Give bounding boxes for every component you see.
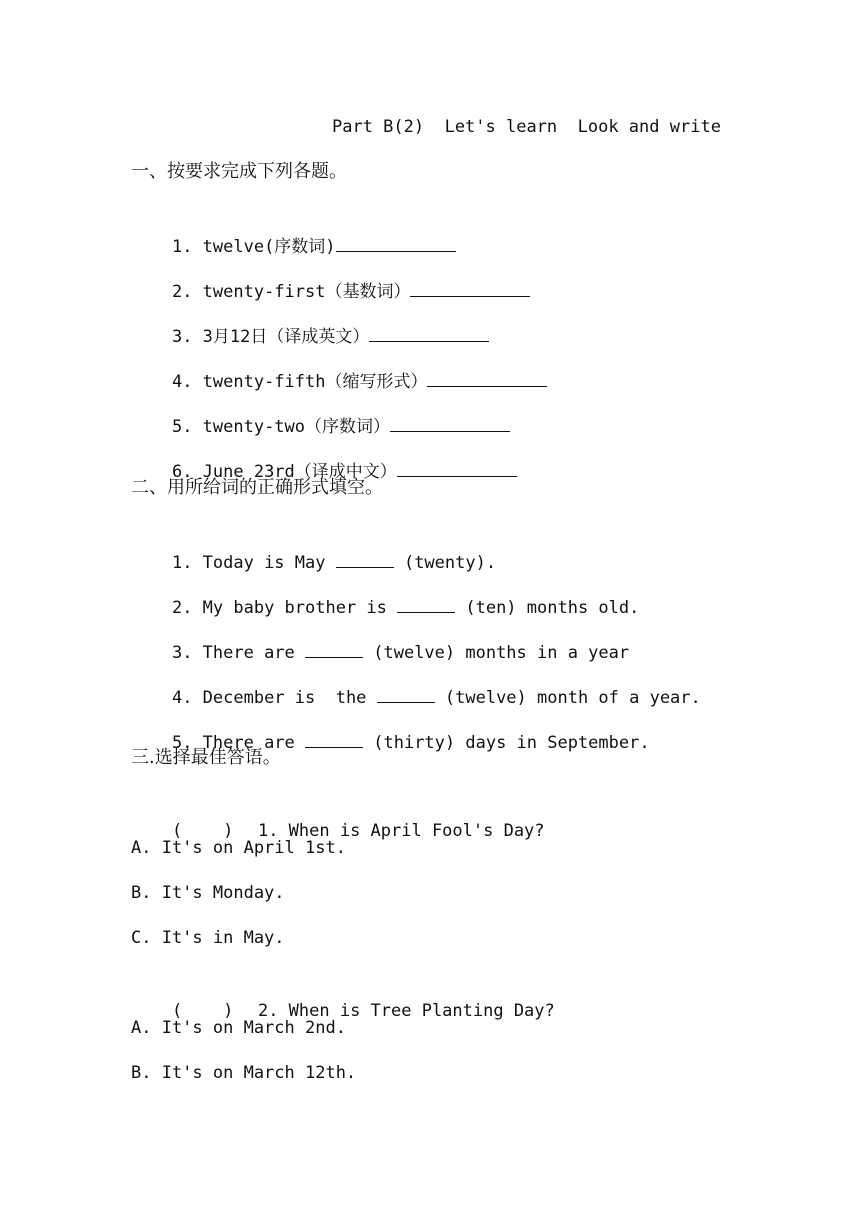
section-1-item-5 <box>131 383 510 437</box>
item-text: 2. twenty-first（基数词） <box>171 282 411 302</box>
item-text-after: (twelve) months in a year <box>363 643 630 663</box>
item-text-before: 1. Today is May <box>171 553 336 573</box>
item-text-before: 4. December is the <box>171 688 377 708</box>
answer-blank[interactable] <box>397 456 517 477</box>
section-1-item-1 <box>131 203 456 257</box>
section-2-item-1 <box>131 519 497 573</box>
q2-option-a: A. It's on March 2nd. <box>131 1018 346 1038</box>
answer-paren[interactable]: ( ) <box>171 1001 234 1021</box>
section-2-item-5 <box>131 699 650 753</box>
question-2 <box>131 969 555 1021</box>
question-text: 2. When is Tree Planting Day? <box>257 1001 555 1021</box>
question-1 <box>131 789 545 841</box>
item-text: 3. 3月12日（译成英文） <box>171 327 370 347</box>
answer-blank[interactable] <box>305 727 363 748</box>
section-1-item-6 <box>131 428 517 482</box>
answer-paren[interactable]: ( ) <box>171 821 234 841</box>
item-text-before: 2. My baby brother is <box>171 598 398 618</box>
q1-option-a: A. It's on April 1st. <box>131 838 346 858</box>
item-text-before: 3. There are <box>171 643 306 663</box>
item-text-after: (twenty). <box>393 553 497 573</box>
section-1-item-2 <box>131 248 530 302</box>
item-text: 4. twenty-fifth（缩写形式） <box>171 372 428 392</box>
q2-option-b: B. It's on March 12th. <box>131 1063 357 1083</box>
section-2-heading: 二、用所给词的正确形式填空。 <box>131 477 383 498</box>
section-2-item-4 <box>131 654 701 708</box>
section-2-item-3 <box>131 609 630 663</box>
item-text: 1. twelve(序数词) <box>171 237 336 257</box>
section-1-heading: 一、按要求完成下列各题。 <box>131 161 347 182</box>
section-2-item-2 <box>131 564 640 618</box>
question-text: 1. When is April Fool's Day? <box>257 821 545 841</box>
item-text: 6. June 23rd（译成中文） <box>171 462 397 482</box>
item-text: 5. twenty-two（序数词） <box>171 417 391 437</box>
item-text-after: (ten) months old. <box>455 598 640 618</box>
q1-option-c: C. It's in May. <box>131 928 285 948</box>
item-text-after: (thirty) days in September. <box>363 733 650 753</box>
q1-option-b: B. It's Monday. <box>131 883 285 903</box>
section-1-item-3 <box>131 293 489 347</box>
section-1-item-4 <box>131 338 547 392</box>
item-text-before: 5. There are <box>171 733 306 753</box>
section-3-heading: 三.选择最佳答语。 <box>131 747 281 768</box>
page-title: Part B(2) Let's learn Look and write <box>332 117 721 137</box>
item-text-after: (twelve) month of a year. <box>434 688 701 708</box>
